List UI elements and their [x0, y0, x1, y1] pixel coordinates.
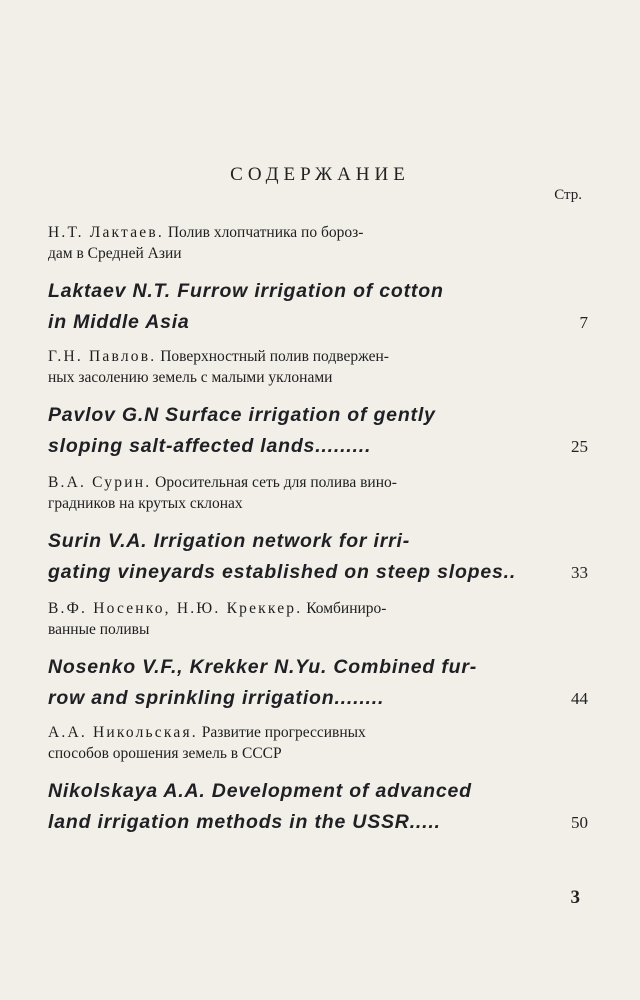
entry-author: Г.Н. Павлов.	[48, 348, 157, 365]
toc-entry	[48, 598, 588, 714]
english-title-line: gating vineyards established on steep slopes..	[48, 561, 517, 583]
page-number: 33	[571, 563, 588, 582]
english-title-line: Surin V.A. Irrigation network for irri-	[48, 530, 411, 552]
toc-entry	[48, 222, 588, 338]
entry-title-line: Полив хлопчатника по бороз-	[167, 224, 364, 241]
toc-entry	[48, 472, 588, 588]
english-title-line: row and sprinkling irrigation........	[48, 687, 385, 709]
english-title-line: sloping salt-affected lands.........	[48, 435, 372, 457]
english-title-line: land irrigation methods in the USSR.....	[48, 811, 441, 833]
page-number: 25	[571, 437, 588, 456]
english-title-line: Laktaev N.T. Furrow irrigation of cotton	[48, 280, 444, 302]
entry-title-line: Развитие прогрессивных	[201, 724, 366, 741]
page-folio-number: 3	[570, 887, 580, 908]
entry-title-line: Оросительная сеть для полива вино-	[155, 474, 397, 491]
russian-entry-text	[48, 222, 588, 264]
entry-author: В.А. Сурин.	[48, 474, 152, 491]
entry-author: В.Ф. Носенко, Н.Ю. Креккер.	[48, 600, 303, 617]
entry-title-line: градников на крутых склонах	[48, 495, 243, 512]
page-column-label: Стр.	[554, 187, 582, 203]
english-entry-text	[48, 400, 588, 462]
entry-title-line: дам в Средней Азии	[48, 245, 182, 262]
page-number: 7	[579, 313, 588, 332]
entry-author: Н.Т. Лактаев.	[48, 224, 164, 241]
english-entry-text	[48, 526, 588, 588]
entry-title-line: ванные поливы	[48, 621, 150, 638]
english-entry-text	[48, 652, 588, 714]
english-entry-text	[48, 776, 588, 838]
english-title-line: in Middle Asia	[48, 311, 190, 333]
entry-title-line: ных засолению земель с малыми уклонами	[48, 369, 333, 386]
toc-entry	[48, 722, 588, 838]
page-number: 50	[571, 813, 588, 832]
entry-title-line: Поверхностный полив подвержен-	[160, 348, 389, 365]
russian-entry-text	[48, 722, 588, 764]
entry-title-line: Комбиниро-	[306, 600, 387, 617]
toc-entry	[48, 346, 588, 462]
russian-entry-text	[48, 346, 588, 388]
english-title-line: Nosenko V.F., Krekker N.Yu. Combined fur-	[48, 656, 478, 678]
english-title-line: Pavlov G.N Surface irrigation of gently	[48, 404, 436, 426]
entry-title-line: способов орошения земель в СССР	[48, 745, 282, 762]
russian-entry-text	[48, 472, 588, 514]
page-number: 44	[571, 689, 588, 708]
entry-author: А.А. Никольская.	[48, 724, 198, 741]
english-entry-text	[48, 276, 588, 338]
russian-entry-text	[48, 598, 588, 640]
contents-title: СОДЕРЖАНИЕ	[230, 164, 410, 185]
english-title-line: Nikolskaya A.A. Development of advanced	[48, 780, 472, 802]
